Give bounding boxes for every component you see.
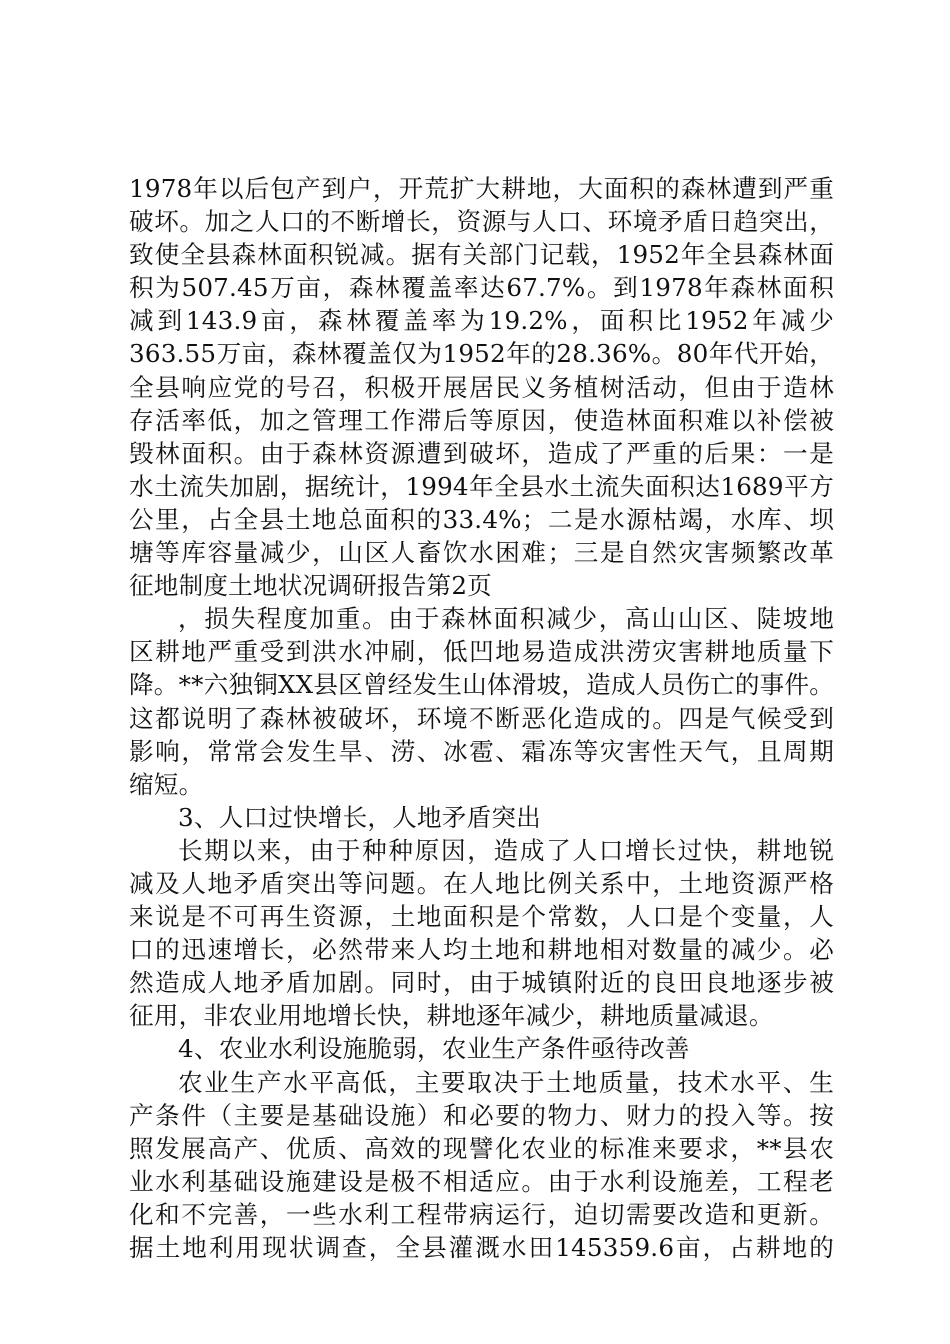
- section-heading: 3、人口过快增长，人地矛盾突出: [178, 802, 541, 832]
- text-line: 长期以来，由于种种原因，造成了人口增长过快，耕地锐: [178, 835, 834, 865]
- text-line: 据土地利用现状调查，全县灌溉水田145359.6亩，占耕地的: [129, 1233, 834, 1262]
- text-line: 全县响应党的号召，积极开展居民义务植树活动，但由于造林: [129, 372, 834, 402]
- text-line: ，损失程度加重。由于森林面积减少，高山山区、陡坡地: [178, 604, 834, 634]
- text-line: 减到143.9亩，森林覆盖率为19.2%，面积比1952年减少: [129, 306, 834, 336]
- text-line: 降。**六独铜XX县区曾经发生山体滑坡，造成人员伤亡的事件。: [129, 670, 835, 700]
- text-line: 产条件（主要是基础设施）和必要的物力、财力的投入等。按: [129, 1100, 834, 1130]
- text-line: 减及人地矛盾突出等问题。在人地比例关系中，土地资源严格: [129, 868, 834, 898]
- text-line: 区耕地严重受到洪水冲刷，低凹地易造成洪涝灾害耕地质量下: [129, 637, 834, 667]
- text-line: 破坏。加之人口的不断增长，资源与人口、环境矛盾日趋突出，: [129, 207, 834, 237]
- text-line: 征用，非农业用地增长快，耕地逐年减少，耕地质量减退。: [129, 1001, 774, 1031]
- text-line: 公里，占全县土地总面积的33.4%；二是水源枯竭，水库、坝: [129, 504, 834, 534]
- text-line: 业水利基础设施建设是极不相适应。由于水利设施差，工程老: [129, 1166, 834, 1196]
- text-line: 积为507.45万亩，森林覆盖率达67.7%。到1978年森林面积: [129, 273, 834, 303]
- text-line: 塘等库容量减少，山区人畜饮水困难；三是自然灾害频繁改革: [129, 538, 834, 568]
- text-line: 口的迅速增长，必然带来人均土地和耕地相对数量的减少。必: [129, 935, 834, 965]
- text-line: 然造成人地矛盾加剧。同时，由于城镇附近的良田良地逐步被: [129, 968, 834, 998]
- text-line: 致使全县森林面积锐减。据有关部门记载，1952年全县森林面: [129, 240, 834, 270]
- text-line: 来说是不可再生资源，土地面积是个常数，人口是个变量，人: [129, 902, 834, 932]
- text-line: 水土流失加剧，据统计，1994年全县水土流失面积达1689平方: [129, 471, 834, 501]
- text-line: 缩短。: [129, 769, 204, 799]
- body-text: [129, 172, 834, 1264]
- text-line: 存活率低，加之管理工作滞后等原因，使造林面积难以补偿被: [129, 405, 834, 435]
- page-footer-text: 征地制度土地状况调研报告第2页: [129, 571, 492, 601]
- text-line: 照发展高产、优质、高效的现譬化农业的标准来要求，**县农: [129, 1133, 834, 1163]
- section-heading: 4、农业水利设施脆弱，农业生产条件亟待改善: [178, 1034, 690, 1064]
- text-line: 363.55万亩，森林覆盖仅为1952年的28.36%。80年代开始，: [129, 339, 834, 369]
- text-line: 农业生产水平高低，主要取决于土地质量，技术水平、生: [178, 1067, 834, 1097]
- text-line: 1978年以后包产到户，开荒扩大耕地，大面积的森林遭到严重: [129, 174, 834, 203]
- text-line: 化和不完善，一些水利工程带病运行，迫切需要改造和更新。: [129, 1199, 834, 1229]
- text-line: 影响，常常会发生旱、涝、冰雹、霜冻等灾害性天气，且周期: [129, 736, 834, 766]
- text-line: 毁林面积。由于森林资源遭到破坏，造成了严重的后果：一是: [129, 438, 834, 468]
- text-line: 这都说明了森林被破坏，环境不断恶化造成的。四是气候受到: [129, 703, 834, 733]
